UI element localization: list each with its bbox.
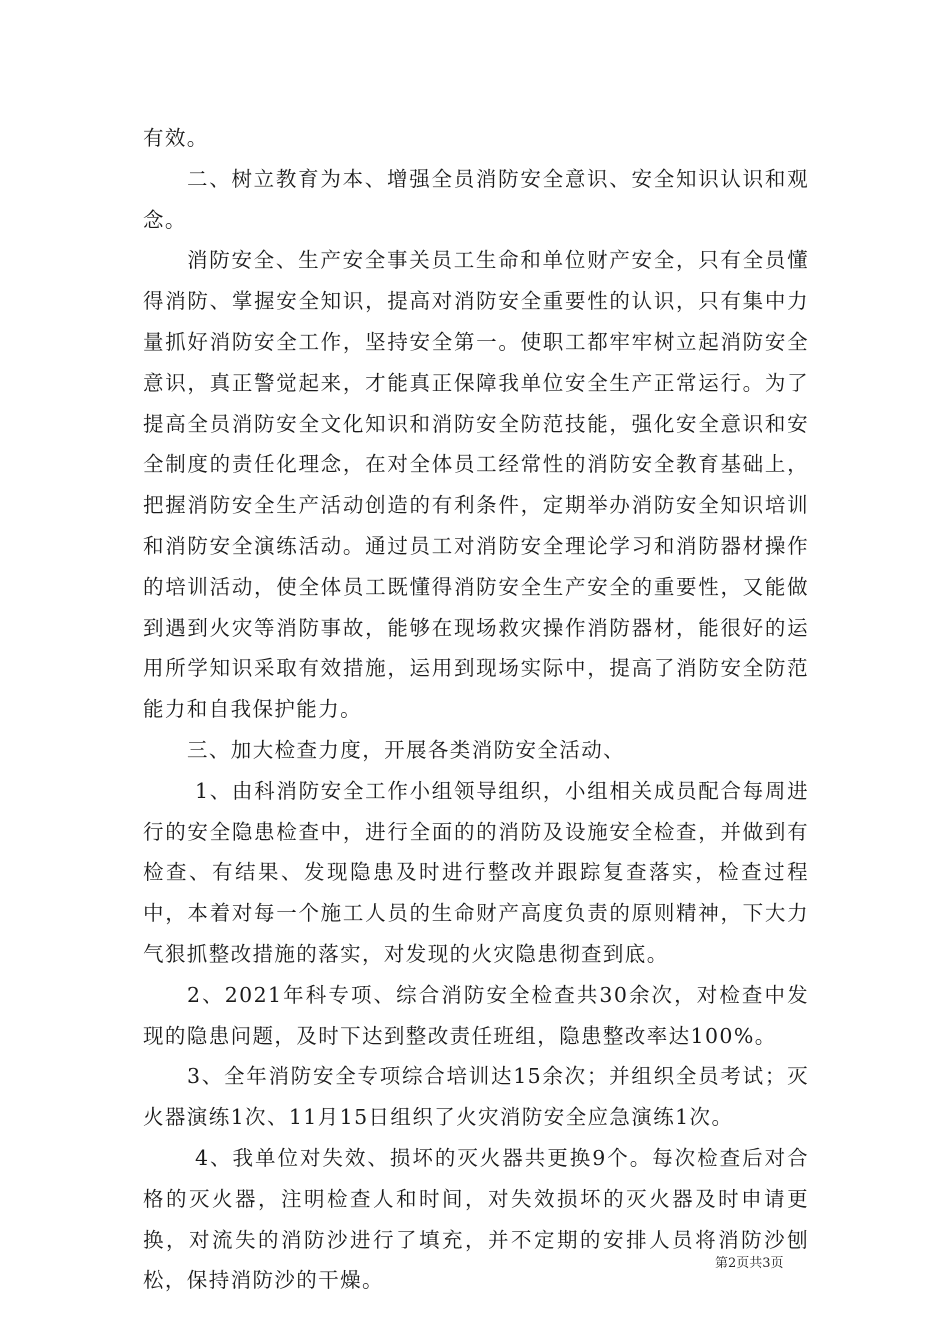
- section-heading-3: 三、加大检查力度，开展各类消防安全活动、: [187, 737, 625, 762]
- list-item-2: 2、2021年科专项、综合消防安全检查共30余次，对检查中发现的隐患问题，及时下达到整改责任班组，隐患整改率达100%。: [143, 982, 809, 1048]
- paragraph-education: 消防安全、生产安全事关员工生命和单位财产安全，只有全员懂得消防、掌握安全知识，提高对消防安全重要性的认识，只有集中力量抓好消防安全工作，坚持安全第一。使职工都牢牢树立起消防安全意识，真正警觉起来，才能真正保障我单位安全生产正常运行。为了提高全员消防安全文化知识和消防安全防范技能，强化安全意识和安全制度的责任化理念，在对全体员工经常性的消防安全教育基础上，把握消防安全生产活动创造的有利条件，定期举办消防安全知识培训和消防安全演练活动。通过员工对消防安全理论学习和消防器材操作的培训活动，使全体员工既懂得消防安全生产安全的重要性，又能做到遇到火灾等消防事故，能够在现场救灾操作消防器材，能很好的运用所学知识采取有效措施，运用到现场实际中，提高了消防安全防范能力和自我保护能力。: [143, 248, 809, 722]
- list-item-3: 3、全年消防安全专项综合培训达15余次；并组织全员考试；灭火器演练1次、11月15日组织了火灾消防安全应急演练1次。: [143, 1064, 809, 1130]
- paragraph-continuation: 有效。: [143, 126, 209, 150]
- list-item-4: 4、我单位对失效、损坏的灭火器共更换9个。每次检查后对合格的灭火器，注明检查人和时间，对失效损坏的灭火器及时申请更换，对流失的消防沙进行了填充，并不定期的安排人员将消防沙刨松，保持消防沙的干燥。: [143, 1145, 809, 1293]
- document-body: [143, 118, 809, 1301]
- page-number: 第2页共3页: [715, 1256, 784, 1271]
- section-heading-2: 二、树立教育为本、增强全员消防安全意识、安全知识认识和观念。: [143, 166, 809, 232]
- list-item-1: 1、由科消防安全工作小组领导组织，小组相关成员配合每周进行的安全隐患检查中，进行全面的的消防及设施安全检查，并做到有检查、有结果、发现隐患及时进行整改并跟踪复查落实，检查过程中，本着对每一个施工人员的生命财产高度负责的原则精神，下大力气狠抓整改措施的落实，对发现的火灾隐患彻查到底。: [143, 778, 809, 966]
